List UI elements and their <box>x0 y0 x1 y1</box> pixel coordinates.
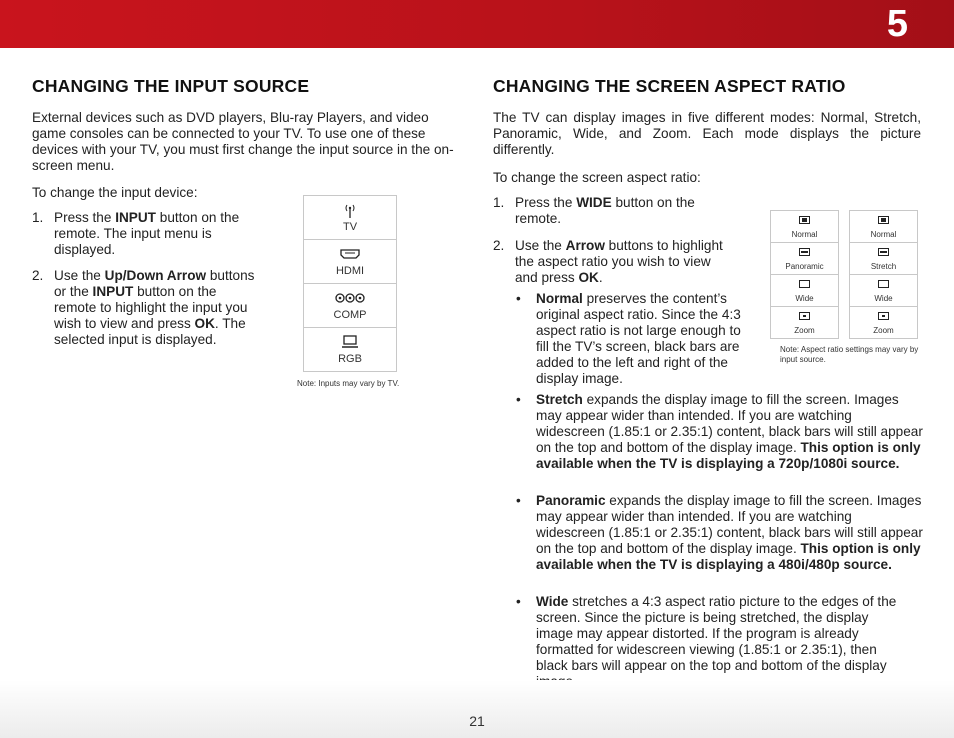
aspect-normal-icon <box>799 216 810 224</box>
input-source-lead: To change the input device: <box>32 185 198 200</box>
aspect-ratio-lead: To change the screen aspect ratio: <box>493 170 701 185</box>
input-label: RGB <box>338 353 362 365</box>
input-menu-item-rgb <box>304 328 396 371</box>
aspect-label: Stretch <box>870 262 897 271</box>
aspect-ratio-heading: CHANGING THE SCREEN ASPECT RATIO <box>493 76 846 96</box>
input-menu-item-tv <box>304 196 396 240</box>
aspect-menu-item-panoramic <box>771 243 838 275</box>
aspect-menu-illustration-b <box>849 210 918 339</box>
aspect-zoom-icon <box>799 312 810 320</box>
bullet-panoramic: Panoramic expands the display image to fill the screen. Images may appear wider than intended. If you are watching widescreen (1.85:1 or 2.35:1) content, black bars will still appear on the top and bottom of the display image. This option is only available when the TV is displaying a 480i/480p source. <box>536 493 923 572</box>
input-source-intro: External devices such as DVD players, Blu-ray Players, and video game consoles can be connected to your TV. To use one of these devices with your TV, you must first change the input source in the on-screen menu. <box>32 110 454 173</box>
aspect-zoom-icon <box>878 312 889 320</box>
bullet-stretch: Stretch expands the display image to fill the screen. Images may appear wider than intended. If you are watching widescreen (1.85:1 or 2.35:1) content, black bars will still appear on the top and bottom of the display image. This option is only available when the TV is displaying a 720p/1080i source. <box>536 392 923 471</box>
input-label: TV <box>342 221 358 233</box>
step-number: 2. <box>493 238 505 253</box>
aspect-menu-item-wide <box>771 275 838 307</box>
inputs-note: Note: Inputs may vary by TV. <box>297 379 400 388</box>
input-source-heading: CHANGING THE INPUT SOURCE <box>32 76 310 96</box>
aspect-label: Normal <box>791 230 818 239</box>
bullet-dot: • <box>516 291 521 306</box>
step-number: 1. <box>32 210 44 225</box>
aspect-menu-item-stretch <box>850 243 917 275</box>
chapter-number: 5 <box>886 3 908 45</box>
chapter-header-bar <box>0 0 954 48</box>
input-step-1: Press the INPUT button on the remote. The input menu is displayed. <box>54 210 240 257</box>
hdmi-icon <box>304 247 396 265</box>
aspect-menu-item-zoom <box>771 307 838 338</box>
aspect-label: Panoramic <box>785 262 824 271</box>
aspect-label: Wide <box>795 294 814 303</box>
bullet-normal: Normal preserves the content’s original aspect ratio. Since the 4:3 aspect ratio is not large enough to fill the TV’s screen, black bars are added to the left and right of the display image. <box>536 291 741 386</box>
input-label: COMP <box>333 309 367 321</box>
bullet-dot: • <box>516 594 521 609</box>
component-icon <box>304 291 396 309</box>
aspect-stretch-icon <box>878 248 889 256</box>
input-step-2: Use the Up/Down Arrow buttons or the INPUT button on the remote to highlight the input you wish to view and press OK. The selected input is displayed. <box>54 268 255 347</box>
aspect-wide-icon <box>878 280 889 288</box>
aspect-menu-item-wide <box>850 275 917 307</box>
footer-band <box>0 680 954 738</box>
aspect-ratio-intro: The TV can display images in five different modes: Normal, Stretch, Panoramic, Wide, and Zoom. Each mode displays the picture differently. <box>493 110 921 157</box>
bullet-dot: • <box>516 493 521 508</box>
aspect-step-1: Press the WIDE button on the remote. <box>515 195 695 226</box>
page-number: 21 <box>469 713 485 729</box>
input-label: HDMI <box>335 265 365 277</box>
aspect-normal-icon <box>878 216 889 224</box>
bullet-wide: Wide stretches a 4:3 aspect ratio picture to the edges of the screen. Since the picture is being stretched, the display image may appear distorted. If the program is already formatted for widescreen viewing (1.85:1 or 2.35:1), then black bars will appear on the top and bottom of the display <box>536 594 897 673</box>
input-menu-item-comp <box>304 284 396 328</box>
input-menu-item-hdmi <box>304 240 396 284</box>
aspect-menu-item-zoom <box>850 307 917 338</box>
step-number: 1. <box>493 195 505 210</box>
aspect-note: Note: Aspect ratio settings may vary by input source. <box>780 345 919 364</box>
bullet-dot: • <box>516 392 521 407</box>
aspect-menu-item-normal <box>771 211 838 243</box>
aspect-panoramic-icon <box>799 248 810 256</box>
aspect-menu-illustration-a <box>770 210 839 339</box>
aspect-label: Wide <box>874 294 893 303</box>
rgb-icon <box>304 335 396 354</box>
aspect-label: Normal <box>870 230 897 239</box>
aspect-label: Zoom <box>873 326 894 335</box>
aspect-label: Zoom <box>794 326 815 335</box>
aspect-step-2: Use the Arrow buttons to highlight the aspect ratio you wish to view and press OK. <box>515 238 723 285</box>
aspect-menu-item-normal <box>850 211 917 243</box>
aspect-wide-icon <box>799 280 810 288</box>
input-menu-illustration <box>303 195 397 372</box>
step-number: 2. <box>32 268 44 283</box>
